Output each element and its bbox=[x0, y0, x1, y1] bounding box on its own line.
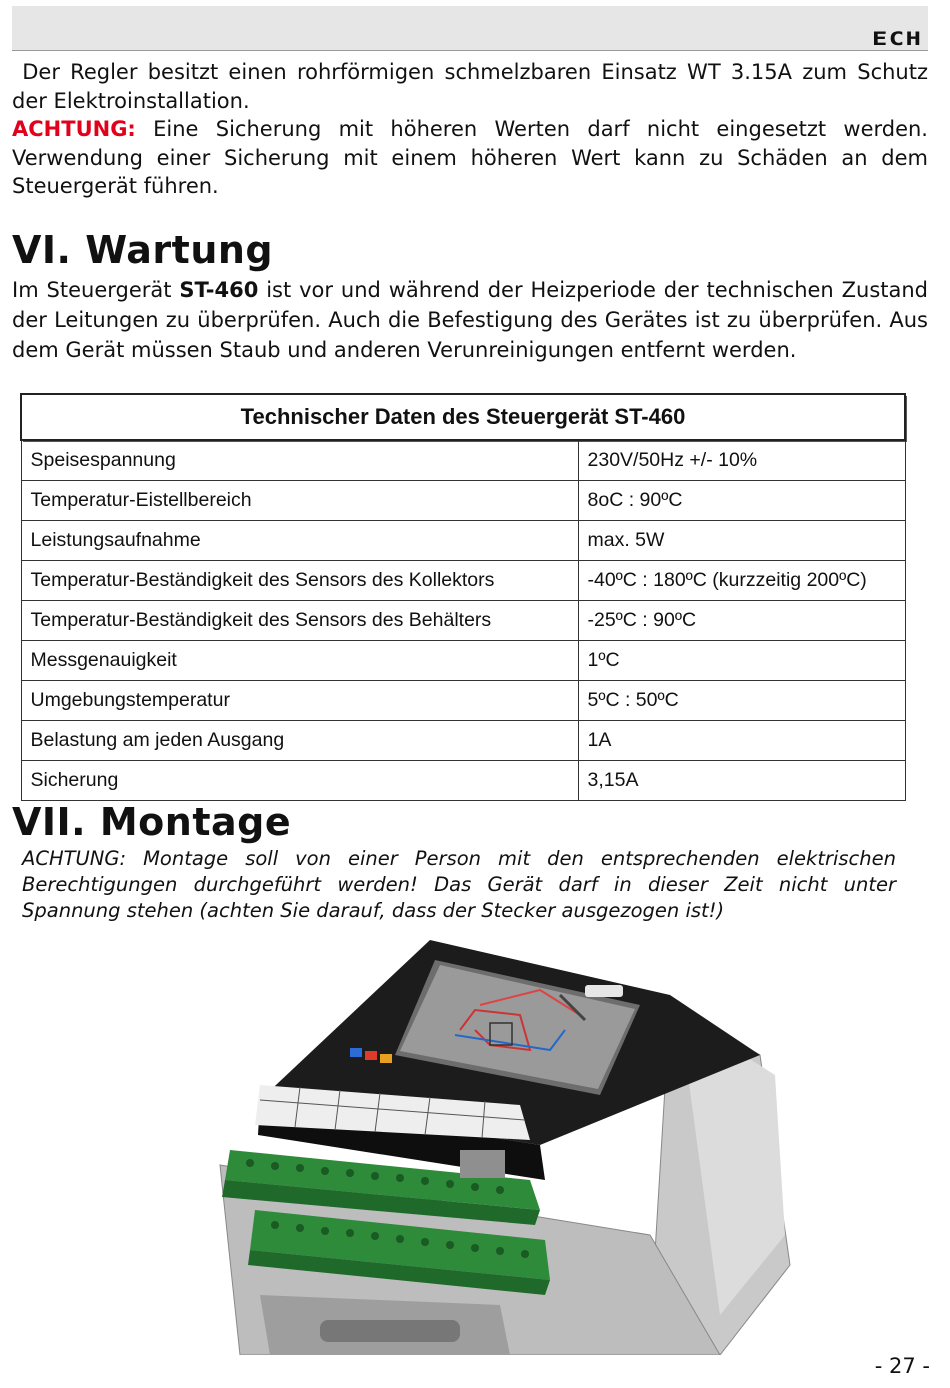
page-number: - 27 - bbox=[874, 1354, 930, 1378]
warning-text: Eine Sicherung mit höheren Werten darf nicht eingesetzt werden. Verwendung einer Sicherung mit einem höheren Wert kann zu Schäden an dem Steuergerät führen. bbox=[12, 117, 928, 198]
installation-warning: ACHTUNG: Montage soll von einer Person mit den entsprechenden elektrischen Berechtigungen durchgeführt werden! Das Gerät darf in dieser Zeit nicht unter Spannung stehen (achten Sie darauf, dass der Stecker ausgezogen ist!) bbox=[22, 847, 896, 922]
table-row: Temperatur-Beständigkeit des Sensors des Behälters -25ºC : 90ºC bbox=[21, 601, 905, 641]
section-vi-heading: VI. Wartung bbox=[12, 228, 274, 272]
controller-device-illustration bbox=[200, 935, 800, 1355]
table-row: Umgebungstemperatur 5ºC : 50ºC bbox=[21, 681, 905, 721]
table-row: Leistungsaufnahme max. 5W bbox=[21, 521, 905, 561]
table-row: Speisespannung 230V/50Hz +/- 10% bbox=[21, 440, 905, 481]
intro-paragraph bbox=[12, 58, 928, 201]
table-row: Temperatur-Beständigkeit des Sensors des Kollektors -40ºC : 180ºC (kurzzeitig 200ºC) bbox=[21, 561, 905, 601]
page-header bbox=[12, 6, 928, 51]
warning-label: ACHTUNG: bbox=[12, 117, 136, 141]
table-row: Sicherung 3,15A bbox=[21, 761, 905, 801]
brand-logo: ECH bbox=[871, 28, 922, 50]
intro-fuse-text: Der Regler besitzt einen rohrförmigen schmelzbaren Einsatz WT 3.15A zum Schutz der Elektroinstallation. bbox=[12, 60, 928, 113]
maintenance-paragraph: Im Steuergerät ST-460 ist vor und während der Heizperiode der technischen Zustand der Leitungen zu überprüfen. Auch die Befestigung des Gerätes ist zu überprüfen. Aus dem Gerät müssen Staub und anderen Verunreinigungen entfernt werden. bbox=[12, 278, 929, 362]
technical-data-table bbox=[20, 393, 906, 801]
model-name: ST-460 bbox=[179, 278, 259, 302]
table-row: Belastung am jeden Ausgang 1A bbox=[21, 721, 905, 761]
table-row: Messgenauigkeit 1ºC bbox=[21, 641, 905, 681]
table-title: Technischer Daten des Steuergerät ST-460 bbox=[21, 394, 905, 440]
table-row: Temperatur-Eistellbereich 8oC : 90ºC bbox=[21, 481, 905, 521]
section-vii-heading: VII. Montage bbox=[12, 800, 292, 844]
